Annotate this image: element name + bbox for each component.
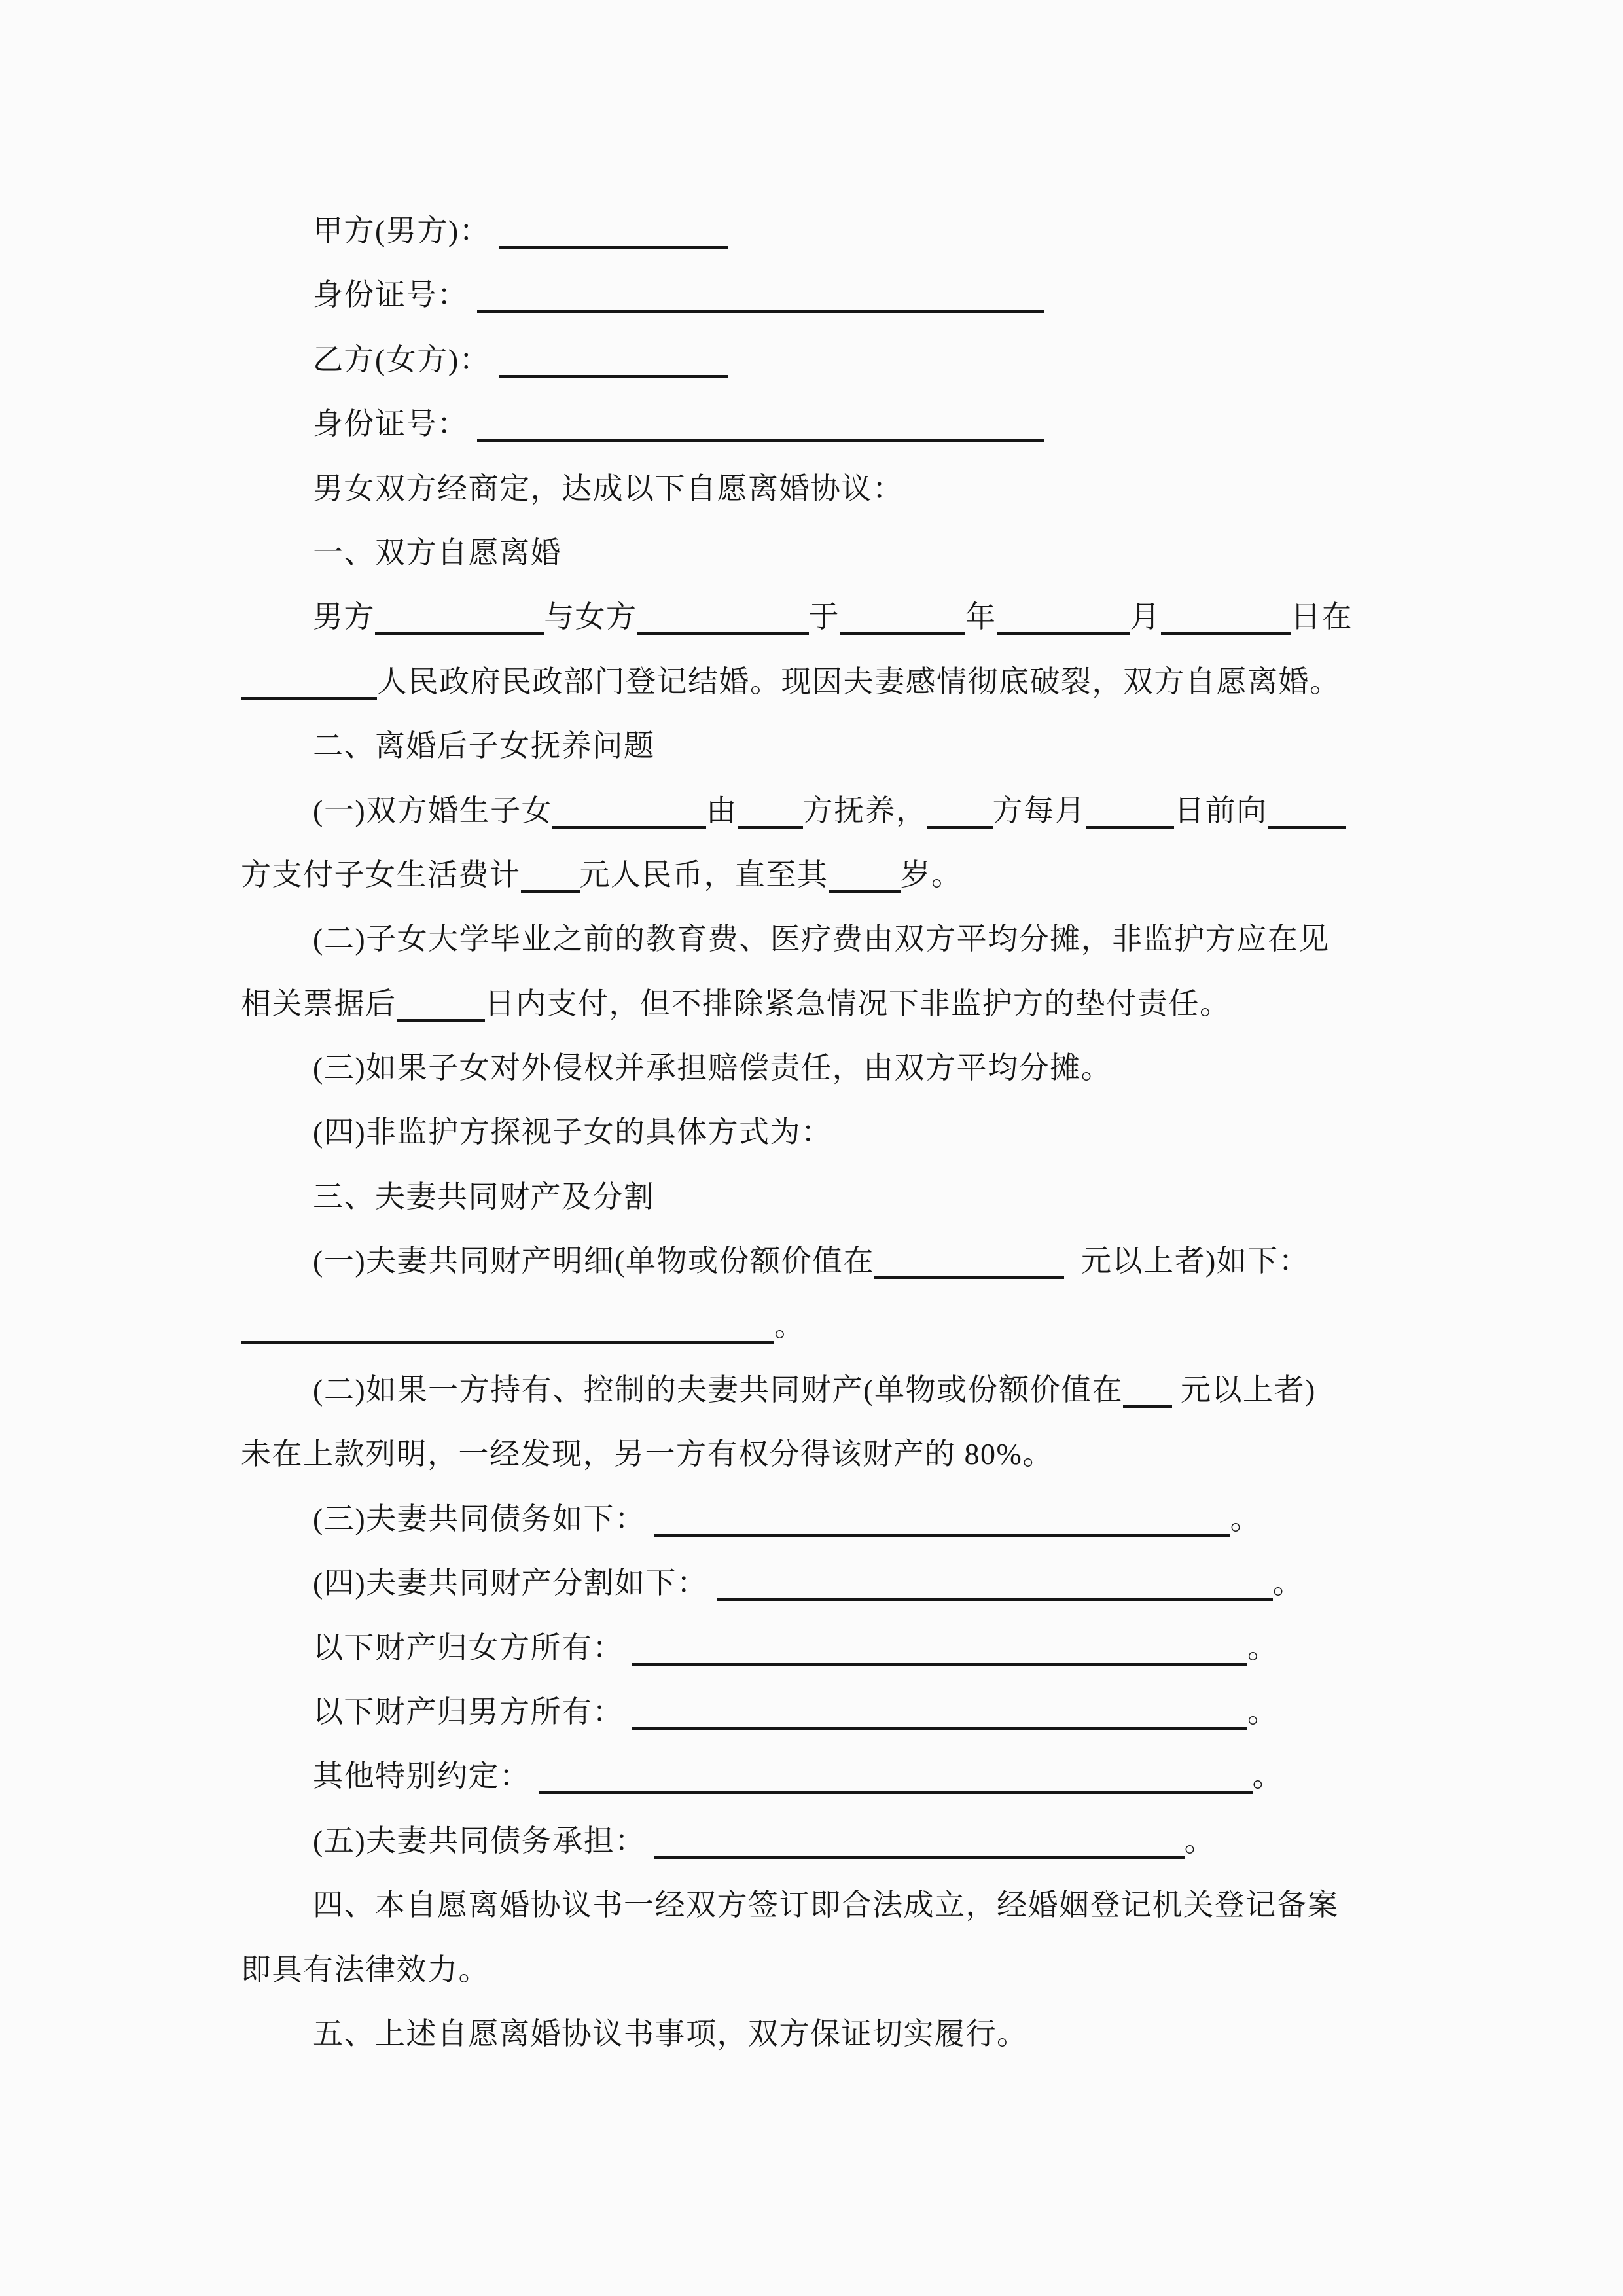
document-line [241,392,1393,456]
text-segment: 二、离婚后子女抚养问题 [313,729,655,763]
document-line [241,972,1393,1036]
fill-in-blank [477,310,1044,313]
text-segment: 岁。 [900,857,963,891]
fill-in-blank [499,375,728,378]
text-segment: 方每月 [992,793,1086,827]
text-segment: 方支付子女生活费计 [241,857,521,891]
text-segment: (三)夫妻共同债务如下： [313,1501,654,1535]
text-segment: 甲方(男方)： [313,214,499,247]
document-line [241,263,1393,327]
text-segment: 由 [706,793,738,827]
text-segment: 。 [1184,1823,1216,1857]
fill-in-blank [997,632,1130,635]
document-line [241,1680,1393,1744]
text-segment: 与女方 [544,600,637,634]
document-line [241,1809,1393,1873]
text-segment: (五)夫妻共同债务承担： [313,1823,654,1857]
text-segment: 人民政府民政部门登记结婚。现因夫妻感情彻底破裂，双方自愿离婚。 [377,664,1341,698]
document-line [241,585,1393,649]
document-line [241,1229,1393,1293]
document-line [241,1616,1393,1680]
text-segment: (一)夫妻共同财产明细(单物或份额价值在 [313,1244,874,1278]
document-line [241,1165,1393,1229]
text-segment: (四)夫妻共同财产分割如下： [313,1566,717,1600]
fill-in-blank [477,439,1044,442]
document-line [241,1487,1393,1551]
text-segment: 方抚养， [802,793,927,827]
fill-in-blank [499,246,728,249]
fill-in-blank [717,1598,1273,1601]
text-segment: 一、双方自愿离婚 [313,535,562,569]
document-line [241,779,1393,843]
fill-in-blank [927,826,993,829]
document-line [241,457,1393,521]
text-segment: 男方 [313,600,375,634]
document-line [241,1551,1393,1615]
text-segment: 。 [774,1308,806,1342]
text-segment: (二)如果一方持有、控制的夫妻共同财产(单物或份额价值在 [313,1373,1123,1407]
fill-in-blank [552,826,706,829]
document-line [241,521,1393,585]
text-segment: 男女双方经商定，达成以下自愿离婚协议： [313,471,904,505]
text-segment: 以下财产归男方所有： [313,1695,632,1729]
fill-in-blank [874,1276,1064,1279]
text-segment: 。 [1272,1566,1304,1600]
document-line [241,1938,1393,2002]
fill-in-blank [738,826,803,829]
text-segment: 其他特别约定： [313,1759,539,1793]
document-line [241,1422,1393,1486]
text-segment: 身份证号： [313,278,477,312]
text-segment: (二)子女大学毕业之前的教育费、医疗费由双方平均分摊，非监护方应在见 [313,922,1330,956]
text-segment: 。 [1247,1630,1279,1664]
text-segment: 元以上者) [1171,1373,1316,1407]
text-segment: 以下财产归女方所有： [313,1630,632,1664]
document-line [241,199,1393,263]
document-line [241,907,1393,971]
text-segment: 日内支付，但不排除紧急情况下非监护方的垫付责任。 [484,986,1231,1020]
text-segment: (四)非监护方探视子女的具体方式为： [313,1115,832,1149]
document-line [241,843,1393,907]
text-segment: 相关票据后 [241,986,397,1020]
text-segment: 五、上述自愿离婚协议书事项，双方保证切实履行。 [313,2017,1028,2051]
document-line [241,1873,1393,1937]
fill-in-blank [654,1534,1230,1537]
text-segment: 未在上款列明，一经发现，另一方有权分得该财产的 80%。 [241,1437,1054,1471]
fill-in-blank [1123,1405,1172,1408]
fill-in-blank [521,890,580,893]
text-segment: 于 [808,600,840,634]
fill-in-blank [632,1727,1247,1730]
document-line [241,1036,1393,1100]
text-segment: 。 [1252,1759,1283,1793]
document-line [241,328,1393,392]
text-segment: (三)如果子女对外侵权并承担赔偿责任，由双方平均分摊。 [313,1051,1113,1085]
text-segment: 乙方(女方)： [313,342,499,376]
text-segment: 。 [1230,1501,1262,1535]
text-segment: 身份证号： [313,407,477,441]
text-segment: (一)双方婚生子女 [313,793,553,827]
fill-in-blank [654,1856,1185,1859]
document-line [241,1294,1393,1358]
fill-in-blank [397,1019,485,1022]
text-segment: 年 [965,600,997,634]
fill-in-blank [241,1341,774,1344]
document-line [241,2002,1393,2066]
fill-in-blank [637,632,809,635]
document-line [241,1744,1393,1808]
fill-in-blank [829,890,901,893]
text-segment: 日前向 [1174,793,1268,827]
fill-in-blank [1086,826,1174,829]
text-segment: 三、夫妻共同财产及分割 [313,1179,655,1213]
fill-in-blank [539,1791,1253,1794]
document-line [241,1100,1393,1164]
fill-in-blank [1161,632,1291,635]
document-line [241,1358,1393,1422]
text-segment: 日在 [1291,600,1353,634]
document-body [241,199,1393,2066]
text-segment: 月 [1130,600,1161,634]
fill-in-blank [1268,826,1346,829]
text-segment: 元以上者)如下： [1063,1244,1310,1278]
text-segment: 元人民币，直至其 [579,857,829,891]
fill-in-blank [840,632,965,635]
fill-in-blank [632,1663,1247,1666]
text-segment: 四、本自愿离婚协议书一经双方签订即合法成立，经婚姻登记机关登记备案 [313,1888,1339,1922]
document-line [241,650,1393,714]
text-segment: 即具有法律效力。 [241,1952,490,1986]
document-line [241,714,1393,778]
text-segment: 。 [1247,1695,1279,1729]
fill-in-blank [241,697,377,700]
fill-in-blank [375,632,544,635]
